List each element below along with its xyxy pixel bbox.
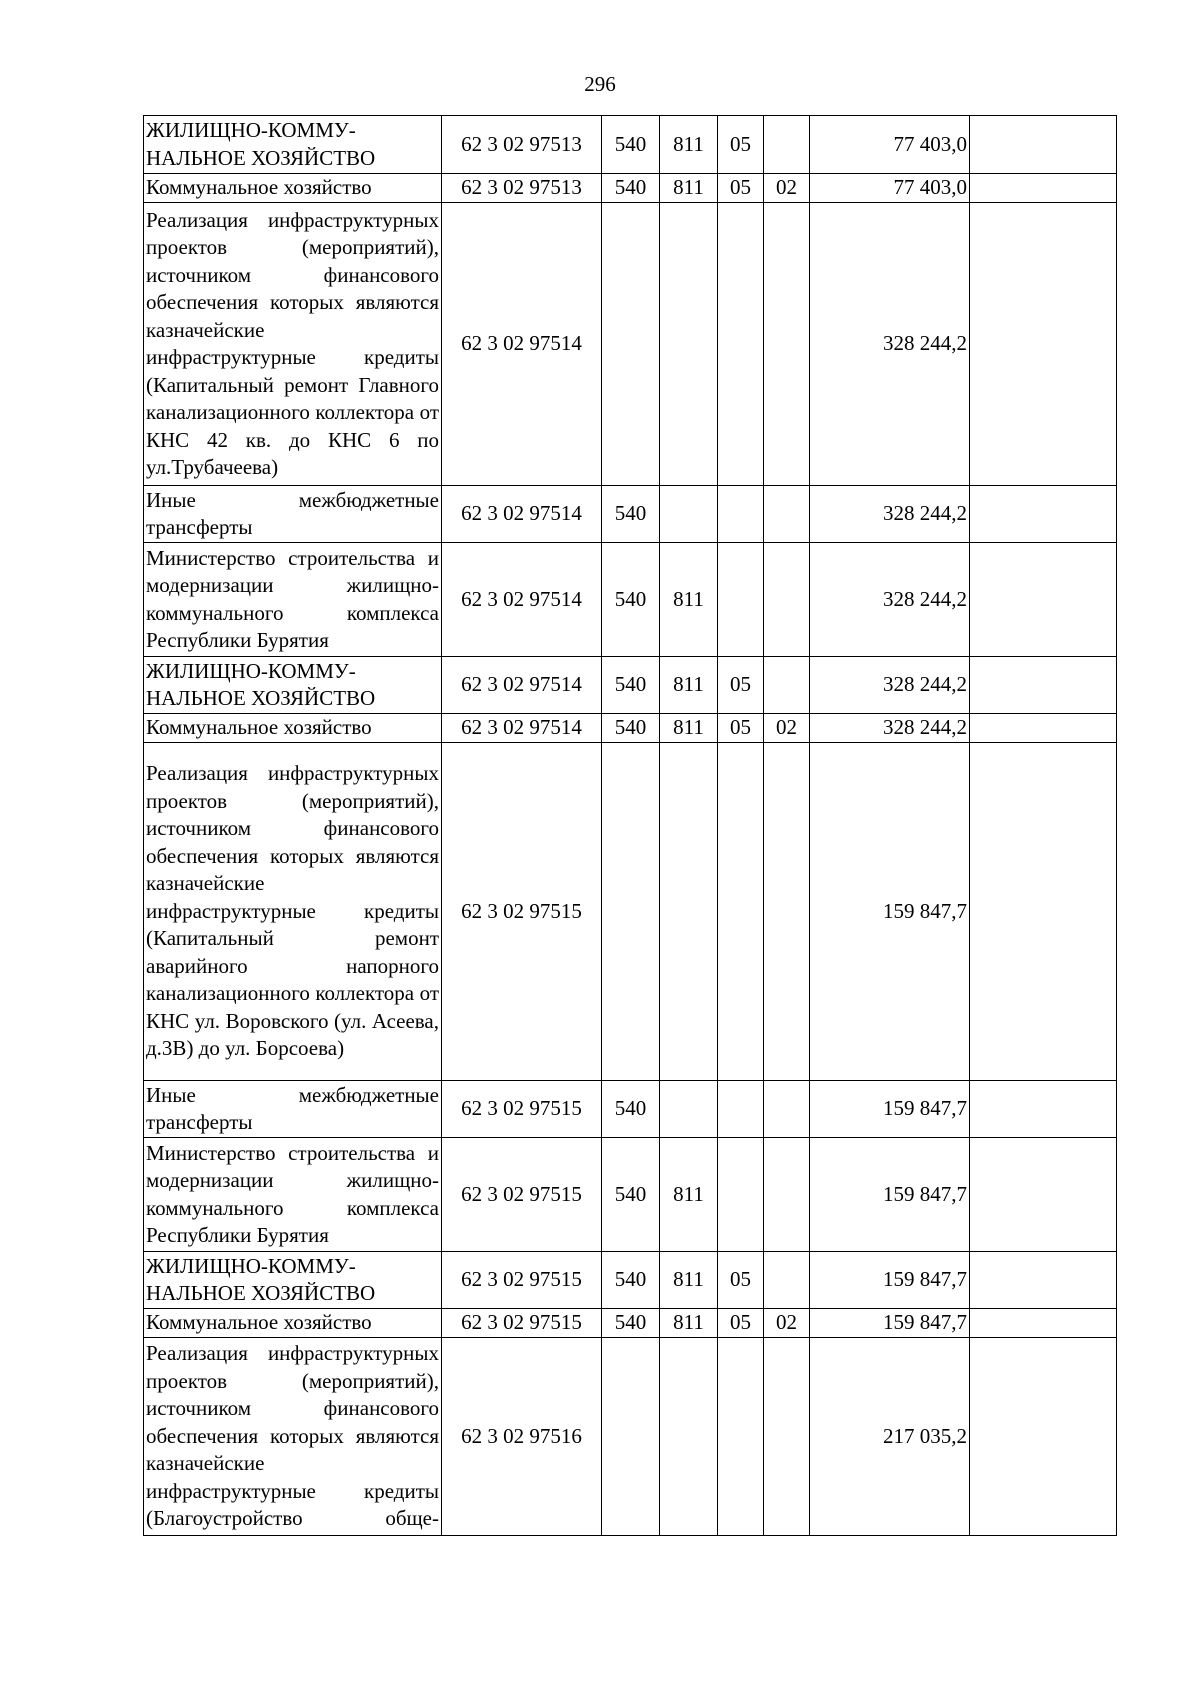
row-pr: 02 <box>764 174 810 203</box>
row-csr: 62 3 02 97515 <box>442 743 602 1081</box>
row-grbs <box>660 1081 718 1138</box>
row-pr <box>764 486 810 543</box>
row-name: ЖИЛИЩНО-КОММУ-НАЛЬНОЕ ХОЗЯЙСТВО <box>144 657 442 714</box>
row-extra <box>970 1309 1117 1338</box>
row-name: ЖИЛИЩНО-КОММУ-НАЛЬНОЕ ХОЗЯЙСТВО <box>144 1252 442 1309</box>
row-vr: 540 <box>602 486 660 543</box>
row-amount: 159 847,7 <box>810 1138 970 1252</box>
row-rz: 05 <box>718 1309 764 1338</box>
row-grbs: 811 <box>660 1252 718 1309</box>
table-row <box>144 1138 1117 1252</box>
table-row <box>144 1081 1117 1138</box>
row-rz: 05 <box>718 1252 764 1309</box>
row-grbs: 811 <box>660 1309 718 1338</box>
row-csr: 62 3 02 97513 <box>442 116 602 174</box>
row-name: Коммунальное хозяйство <box>144 714 442 743</box>
row-vr: 540 <box>602 1309 660 1338</box>
row-rz <box>718 1138 764 1252</box>
row-pr <box>764 743 810 1081</box>
table-row <box>144 203 1117 486</box>
row-pr <box>764 1081 810 1138</box>
budget-table <box>143 115 1117 1536</box>
row-extra <box>970 116 1117 174</box>
row-grbs: 811 <box>660 543 718 657</box>
table-row <box>144 657 1117 714</box>
row-name: ЖИЛИЩНО-КОММУ-НАЛЬНОЕ ХОЗЯЙСТВО <box>144 116 442 174</box>
row-amount: 159 847,7 <box>810 743 970 1081</box>
row-extra <box>970 1081 1117 1138</box>
table-row <box>144 486 1117 543</box>
row-extra <box>970 1138 1117 1252</box>
row-extra <box>970 1338 1117 1536</box>
row-grbs <box>660 486 718 543</box>
row-name: Коммунальное хозяйство <box>144 1309 442 1338</box>
row-vr: 540 <box>602 174 660 203</box>
row-grbs: 811 <box>660 714 718 743</box>
row-amount: 328 244,2 <box>810 657 970 714</box>
row-csr: 62 3 02 97514 <box>442 657 602 714</box>
row-csr: 62 3 02 97515 <box>442 1309 602 1338</box>
row-csr: 62 3 02 97514 <box>442 714 602 743</box>
row-vr: 540 <box>602 116 660 174</box>
row-rz <box>718 743 764 1081</box>
row-vr <box>602 203 660 486</box>
row-vr: 540 <box>602 714 660 743</box>
row-csr: 62 3 02 97515 <box>442 1138 602 1252</box>
row-csr: 62 3 02 97514 <box>442 486 602 543</box>
row-amount: 328 244,2 <box>810 486 970 543</box>
row-name: Министерство строительства и модернизации жилищно-коммунального комплекса Республики Бурятия <box>144 1138 442 1252</box>
row-name: Реализация инфраструктурных проектов (мероприятий), источником финансового обеспечения которых являются казначейские инфраструктурные кредиты (Капитальный ремонт Главного канализационного коллектора от КНС 42 кв. до КНС 6 по ул.Трубачеева) <box>144 203 442 486</box>
row-amount: 328 244,2 <box>810 203 970 486</box>
row-extra <box>970 203 1117 486</box>
row-pr <box>764 116 810 174</box>
row-grbs: 811 <box>660 657 718 714</box>
row-amount: 217 035,2 <box>810 1338 970 1536</box>
row-amount: 328 244,2 <box>810 543 970 657</box>
row-pr: 02 <box>764 1309 810 1338</box>
row-pr <box>764 203 810 486</box>
row-rz: 05 <box>718 657 764 714</box>
row-csr: 62 3 02 97515 <box>442 1081 602 1138</box>
row-name: Иные межбюджетные трансферты <box>144 1081 442 1138</box>
row-vr <box>602 743 660 1081</box>
row-pr <box>764 1338 810 1536</box>
row-extra <box>970 174 1117 203</box>
row-amount: 77 403,0 <box>810 174 970 203</box>
row-vr: 540 <box>602 657 660 714</box>
row-rz: 05 <box>718 174 764 203</box>
row-vr: 540 <box>602 543 660 657</box>
row-grbs: 811 <box>660 174 718 203</box>
row-vr <box>602 1338 660 1536</box>
row-pr <box>764 657 810 714</box>
row-csr: 62 3 02 97514 <box>442 543 602 657</box>
row-name: Коммунальное хозяйство <box>144 174 442 203</box>
row-name: Реализация инфраструктурных проектов (мероприятий), источником финансового обеспечения которых являются казначейские инфраструктурные кредиты (Благоустройство обще- <box>144 1338 442 1536</box>
row-name: Реализация инфраструктурных проектов (мероприятий), источником финансового обеспечения которых являются казначейские инфраструктурные кредиты (Капитальный ремонт аварийного напорного канализационного коллектора от КНС ул. Воровского (ул. Асеева, д.3В) до ул. Борсоева) <box>144 743 442 1081</box>
table-row <box>144 743 1117 1081</box>
row-grbs <box>660 203 718 486</box>
row-amount: 159 847,7 <box>810 1252 970 1309</box>
row-rz <box>718 203 764 486</box>
row-pr <box>764 543 810 657</box>
table-row <box>144 1252 1117 1309</box>
table-row <box>144 543 1117 657</box>
row-vr: 540 <box>602 1138 660 1252</box>
row-name: Министерство строительства и модернизации жилищно-коммунального комплекса Республики Бурятия <box>144 543 442 657</box>
row-rz <box>718 486 764 543</box>
table-row <box>144 714 1117 743</box>
row-csr: 62 3 02 97514 <box>442 203 602 486</box>
page-number: 296 <box>584 72 616 96</box>
row-vr: 540 <box>602 1081 660 1138</box>
row-pr <box>764 1252 810 1309</box>
row-rz: 05 <box>718 714 764 743</box>
row-csr: 62 3 02 97513 <box>442 174 602 203</box>
row-pr: 02 <box>764 714 810 743</box>
row-amount: 159 847,7 <box>810 1081 970 1138</box>
row-amount: 77 403,0 <box>810 116 970 174</box>
row-amount: 159 847,7 <box>810 1309 970 1338</box>
row-grbs <box>660 1338 718 1536</box>
row-extra <box>970 743 1117 1081</box>
row-rz <box>718 1081 764 1138</box>
row-amount: 328 244,2 <box>810 714 970 743</box>
row-rz <box>718 543 764 657</box>
table-row <box>144 1309 1117 1338</box>
row-extra <box>970 1252 1117 1309</box>
row-vr: 540 <box>602 1252 660 1309</box>
row-pr <box>764 1138 810 1252</box>
row-extra <box>970 543 1117 657</box>
table-row <box>144 116 1117 174</box>
row-extra <box>970 486 1117 543</box>
table-row <box>144 1338 1117 1536</box>
table-row <box>144 174 1117 203</box>
row-csr: 62 3 02 97515 <box>442 1252 602 1309</box>
row-rz <box>718 1338 764 1536</box>
row-grbs <box>660 743 718 1081</box>
row-grbs: 811 <box>660 1138 718 1252</box>
row-name: Иные межбюджетные трансферты <box>144 486 442 543</box>
row-extra <box>970 714 1117 743</box>
row-rz: 05 <box>718 116 764 174</box>
row-extra <box>970 657 1117 714</box>
row-csr: 62 3 02 97516 <box>442 1338 602 1536</box>
row-grbs: 811 <box>660 116 718 174</box>
